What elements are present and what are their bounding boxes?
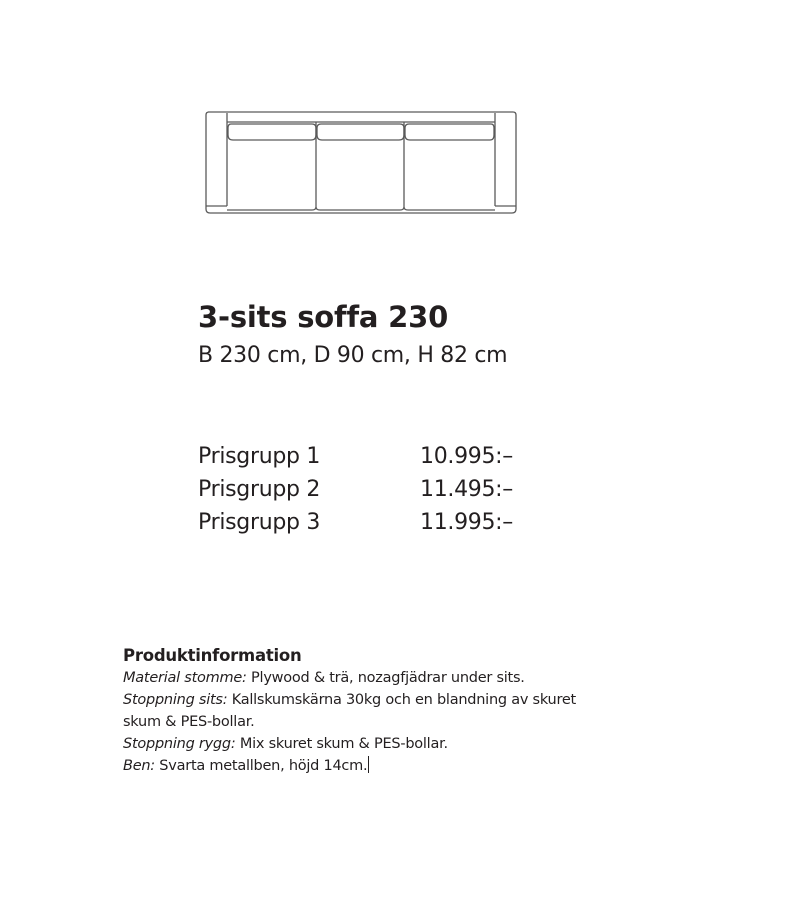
info-text: Kallskumskärna 30kg och en blandning av skuret <box>227 692 576 708</box>
text-cursor <box>368 756 369 773</box>
info-text: Mix skuret skum & PES-bollar. <box>235 736 448 752</box>
three-seat-sofa-top-view-icon <box>200 106 522 218</box>
price-group-label: Prisgrupp 1 <box>198 444 321 469</box>
info-text: Svarta metallben, höjd 14cm. <box>154 758 368 774</box>
info-text: skum & PES-bollar. <box>123 714 255 730</box>
price-value: 10.995:– <box>420 444 513 469</box>
price-group-label: Prisgrupp 2 <box>198 477 321 502</box>
info-text: Plywood & trä, nozagfjädrar under sits. <box>246 670 525 686</box>
info-row-seat-filling <box>123 689 576 711</box>
info-label: Stoppning sits: <box>123 692 228 708</box>
info-row-legs <box>123 755 576 777</box>
info-row-seat-filling-cont <box>123 711 576 733</box>
info-label: Stoppning rygg: <box>123 736 236 752</box>
product-information <box>123 645 576 777</box>
info-label: Ben: <box>123 758 155 774</box>
price-value: 11.495:– <box>420 477 513 502</box>
product-title: 3-sits soffa 230 <box>198 300 449 334</box>
info-heading: Produktinformation <box>123 646 302 665</box>
info-row-material <box>123 667 576 689</box>
price-value: 11.995:– <box>420 510 513 535</box>
price-group-label: Prisgrupp 3 <box>198 510 321 535</box>
info-label: Material stomme: <box>123 670 247 686</box>
product-dimensions: B 230 cm, D 90 cm, H 82 cm <box>198 343 508 368</box>
info-row-back-filling <box>123 733 576 755</box>
